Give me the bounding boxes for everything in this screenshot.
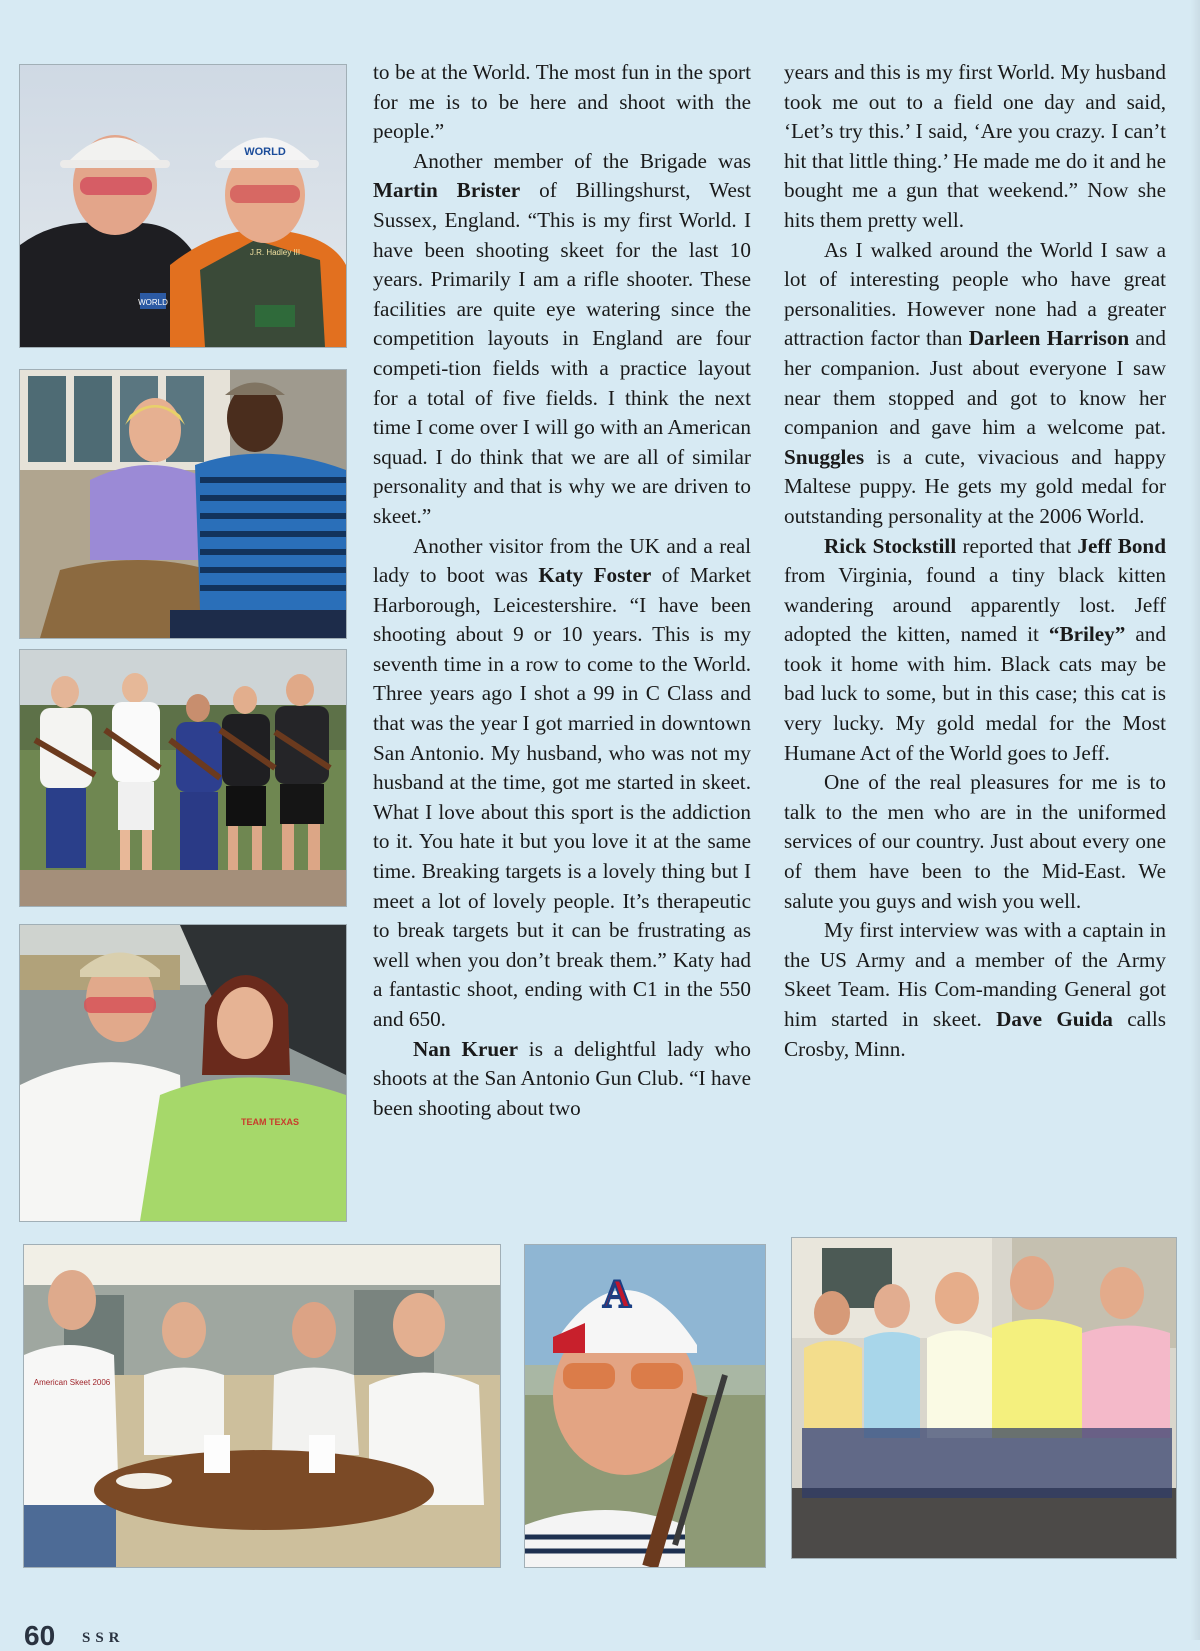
magazine-name: SSR	[82, 1630, 125, 1646]
shirt-logo: WORLD	[138, 298, 168, 307]
text-run: As I walked around the World I saw a lot of interesting people who have great personalities. However none had a greater attraction factor than	[784, 237, 1166, 351]
shirt-text: TEAM TEXAS	[240, 1117, 300, 1127]
text-run: reported that	[956, 533, 1078, 558]
vest-name: J.R. Hadley III	[249, 248, 301, 257]
text-run: years and this is my first World. My husband took me out to a field one day and said, ‘Let’s try this.’ I said, ‘Are you crazy. I can’t hit that little thing.’ He made me do it and he bought me a gun that weekend.” Now she hits them pretty well.	[784, 60, 1166, 232]
photo-couple-seated	[20, 370, 346, 638]
bold-name: Martin Brister	[373, 178, 521, 203]
paragraph	[784, 236, 1166, 532]
bold-name: Jeff Bond	[1077, 533, 1166, 558]
paragraph	[784, 916, 1166, 1064]
photo-two-men-caps	[20, 65, 346, 347]
photo-man-arizona-cap	[525, 1245, 765, 1567]
text-run: to be at the World. The most fun in the sport for me is to be here and shoot with the people.”	[373, 60, 751, 144]
bold-name: Katy Foster	[538, 563, 652, 588]
photo-men-at-table	[24, 1245, 500, 1567]
page-fold-shadow	[1190, 0, 1200, 1640]
article-column-right	[784, 58, 1166, 1064]
paragraph	[373, 1035, 751, 1124]
text-run: My first interview was with a captain in the US Army and a member of the Army Skeet Team. His Com-manding General got him started in skeet.	[784, 918, 1166, 1031]
cap-letter: A	[602, 1271, 632, 1316]
paragraph	[373, 147, 751, 532]
page-number: 60	[24, 1620, 56, 1651]
text-run: of Billingshurst, West Sussex, England. “This is my first World. I have been shooting skeet for the last 10 years. Primarily I am a rifle shooter. These facilities are quite eye watering since the competition layouts in England are four competi-tion fields with a practice layout for a total of five fields. I think the next time I come over I will go with an American squad. I do think that we are all of similar personality and that is why we are driven to skeet.”	[373, 178, 751, 528]
bold-name: Dave Guida	[996, 1007, 1113, 1031]
text-run: One of the real pleasures for me is to talk to the men who are in the uniformed services of our country. Just about every one of them have been to the Mid-East. We salute you guys and wish you well.	[784, 770, 1166, 913]
text-run: of Market Harborough, Leicestershire. “I have been shooting about 9 or 10 years. This is my seventh time in a row to come to the World. Three years ago I shot a 99 in C Class and that was the year I got married in downtown San Antonio. My husband, who was not my husband at the time, got me started in skeet. What I love about this sport is the addiction to it. You hate it but you love it at the same time. Breaking targets is a lovely thing but I meet a lot of lovely people. It’s therapeutic to break targets but it can be frustrating as well when you don’t break them.” Katy had a fantastic shoot, ending with C1 in the 550 and 650.	[373, 563, 751, 1031]
paragraph	[784, 768, 1166, 916]
paragraph	[784, 58, 1166, 236]
text-run: and her companion. Just about everyone I saw near them stopped and got to know her companion and gave him a welcome pat.	[784, 326, 1166, 440]
bold-name: Darleen Harrison	[968, 326, 1130, 351]
text-run: Another member of the Brigade was	[413, 148, 751, 173]
bold-name: “Briley”	[1048, 622, 1126, 647]
text-run: from Virginia, found a tiny black kitten wandering around apparently lost. Jeff adopted the kitten, named it	[784, 563, 1166, 647]
paragraph	[784, 532, 1166, 769]
photo-group-seated	[792, 1238, 1176, 1558]
text-run: is a cute, vivacious and happy Maltese puppy. He gets my gold medal for outstanding personality at the 2006 World.	[784, 444, 1166, 528]
text-run: calls Crosby, Minn.	[784, 1007, 1167, 1061]
bold-name: Nan Kruer	[413, 1036, 518, 1061]
cap-logo: WORLD	[244, 146, 286, 158]
article-column-middle	[373, 58, 751, 1123]
shirt-text: American Skeet 2006	[33, 1378, 111, 1387]
paragraph	[373, 532, 751, 1035]
photo-couple-green-shirt	[20, 925, 346, 1221]
text-run: Another visitor from the UK and a real lady to boot was	[373, 533, 751, 588]
paragraph	[373, 58, 751, 147]
bold-name: Snuggles	[784, 444, 865, 469]
text-run: is a delightful lady who shoots at the San Antonio Gun Club. “I have been shooting about two	[373, 1036, 751, 1120]
text-run: and took it home with him. Black cats may be bad luck to some, but in this case; this cat is very lucky. My gold medal for the Most Humane Act of the World goes to Jeff.	[784, 622, 1166, 765]
bold-name: Rick Stockstill	[824, 533, 957, 558]
photo-group-with-shotguns	[20, 650, 346, 906]
